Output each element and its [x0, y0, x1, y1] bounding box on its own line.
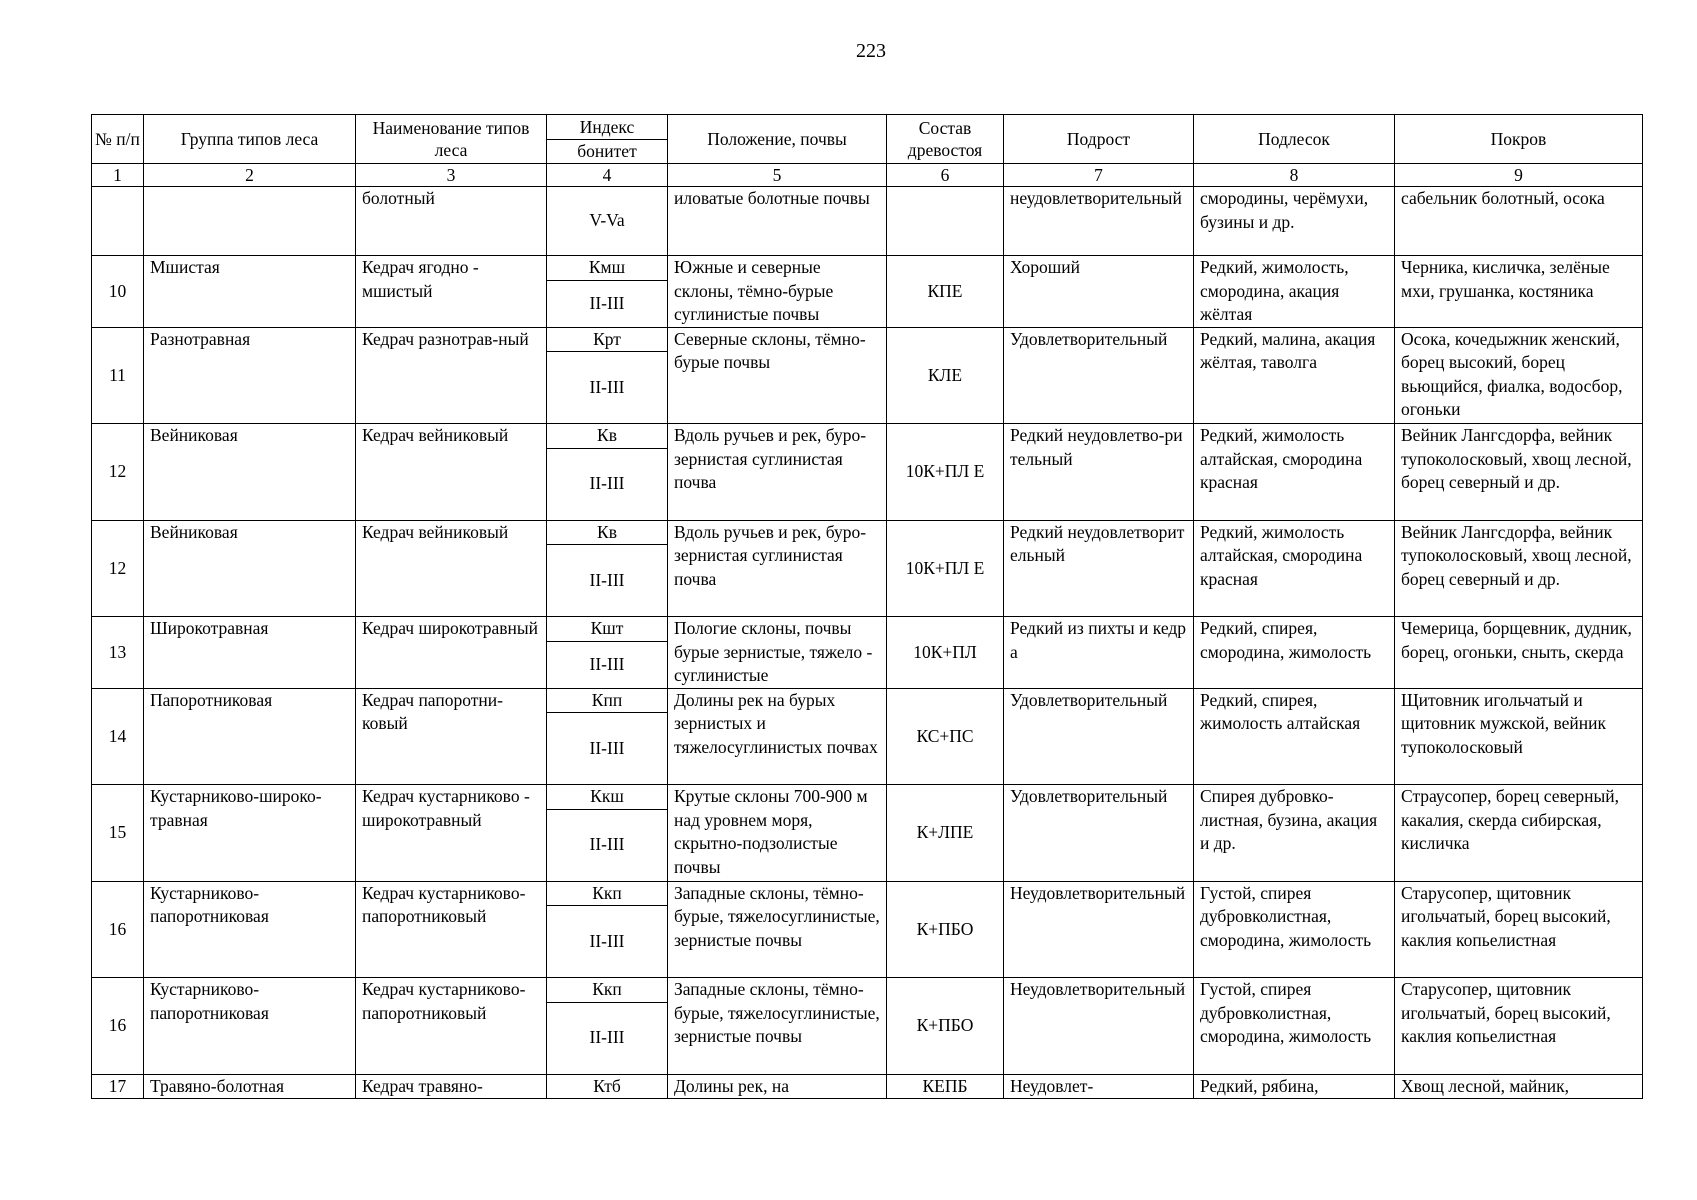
cell-group: Вейниковая	[144, 520, 356, 617]
cell-position: Западные склоны, тёмно-бурые, тяжелосуглинистые, зернистые почвы	[668, 978, 887, 1075]
cell-undergrowth: Неудовлетворительный	[1004, 881, 1194, 978]
cell-name: Кедрач кустарниково - широкотравный	[356, 785, 547, 882]
cell-group: Кустарниково-папоротниковая	[144, 978, 356, 1075]
cell-index: Ккш	[547, 785, 668, 810]
cell-composition: 10К+ПЛ	[887, 617, 1004, 689]
cell-composition: К+ЛПЕ	[887, 785, 1004, 882]
table-row	[92, 424, 1643, 449]
header-bonitet: бонитет	[547, 139, 668, 164]
cell-num: 15	[92, 785, 144, 882]
table-row	[92, 520, 1643, 545]
cell-position: Западные склоны, тёмно-бурые, тяжелосуглинистые, зернистые почвы	[668, 881, 887, 978]
cell-composition	[887, 187, 1004, 256]
col-number: 4	[547, 164, 668, 187]
cell-composition: КЛЕ	[887, 327, 1004, 424]
cell-cover: Осока, кочедыжник женский, борец высокий, борец вьющийся, фиалка, водосбор, огоньки	[1395, 327, 1643, 424]
cell-cover: Черника, кисличка, зелёные мхи, грушанка, костяника	[1395, 256, 1643, 328]
cell-cover: Щитовник игольчатый и щитовник мужской, вейник тупоколосковый	[1395, 688, 1643, 785]
header-group: Группа типов леса	[144, 115, 356, 164]
cell-cover: Вейник Лангсдорфа, вейник тупоколосковый, хвощ лесной, борец северный и др.	[1395, 424, 1643, 521]
cell-undergrowth: Удовлетворительный	[1004, 785, 1194, 882]
cell-undergrowth: неудовлетворительный	[1004, 187, 1194, 256]
cell-name: болотный	[356, 187, 547, 256]
cell-name: Кедрач травяно-	[356, 1074, 547, 1099]
cell-group: Мшистая	[144, 256, 356, 328]
cell-group	[144, 187, 356, 256]
table-row	[92, 617, 1643, 642]
cell-index: Кпп	[547, 688, 668, 713]
cell-group: Вейниковая	[144, 424, 356, 521]
cell-num: 16	[92, 881, 144, 978]
cell-index: Кв	[547, 424, 668, 449]
cell-name: Кедрач вейниковый	[356, 520, 547, 617]
cell-bonitet: II-III	[547, 809, 668, 881]
cell-num: 11	[92, 327, 144, 424]
cell-bonitet: II-III	[547, 545, 668, 617]
col-number: 9	[1395, 164, 1643, 187]
page-number: 223	[856, 40, 886, 62]
cell-name: Кедрач папоротни-ковый	[356, 688, 547, 785]
cell-bonitet: II-III	[547, 641, 668, 688]
cell-index: Ккп	[547, 881, 668, 906]
header-composition: Состав древостоя	[887, 115, 1004, 164]
cell-bonitet: II-III	[547, 713, 668, 785]
col-number: 3	[356, 164, 547, 187]
cell-underbrush: Редкий, спирея, жимолость алтайская	[1194, 688, 1395, 785]
cell-cover: Вейник Лангсдорфа, вейник тупоколосковый, хвощ лесной, борец северный и др.	[1395, 520, 1643, 617]
header-position: Положение, почвы	[668, 115, 887, 164]
cell-num: 12	[92, 424, 144, 521]
cell-underbrush: Редкий, малина, акация жёлтая, таволга	[1194, 327, 1395, 424]
cell-cover: Страусопер, борец северный, какалия, скерда сибирская, кисличка	[1395, 785, 1643, 882]
cell-group: Кустарниково-папоротниковая	[144, 881, 356, 978]
cell-group: Папоротниковая	[144, 688, 356, 785]
header-cover: Покров	[1395, 115, 1643, 164]
cell-cover: Старусопер, щитовник игольчатый, борец высокий, каклия копьелистная	[1395, 978, 1643, 1075]
col-number: 6	[887, 164, 1004, 187]
cell-group: Разнотравная	[144, 327, 356, 424]
cell-composition: КПЕ	[887, 256, 1004, 328]
cell-underbrush: Редкий, жимолость, смородина, акация жёлтая	[1194, 256, 1395, 328]
col-number: 7	[1004, 164, 1194, 187]
col-number: 1	[92, 164, 144, 187]
cell-num: 12	[92, 520, 144, 617]
cell-num	[92, 187, 144, 256]
cell-composition: К+ПБО	[887, 881, 1004, 978]
cell-underbrush: смородины, черёмухи, бузины и др.	[1194, 187, 1395, 256]
header-underbrush: Подлесок	[1194, 115, 1395, 164]
cell-bonitet: V-Va	[547, 187, 668, 256]
header-name: Наименование типов леса	[356, 115, 547, 164]
cell-cover: сабельник болотный, осока	[1395, 187, 1643, 256]
cell-undergrowth: Хороший	[1004, 256, 1194, 328]
col-number: 2	[144, 164, 356, 187]
col-number: 5	[668, 164, 887, 187]
header-row	[92, 115, 1643, 140]
cell-position: Долины рек, на	[668, 1074, 887, 1099]
cell-group: Травяно-болотная	[144, 1074, 356, 1099]
cell-underbrush: Густой, спирея дубровколистная, смородина, жимолость	[1194, 978, 1395, 1075]
cell-bonitet: II-III	[547, 352, 668, 424]
cell-bonitet: II-III	[547, 280, 668, 327]
cell-composition: КЕПБ	[887, 1074, 1004, 1099]
cell-name: Кедрач разнотрав-ный	[356, 327, 547, 424]
cell-cover: Старусопер, щитовник игольчатый, борец высокий, каклия копьелистная	[1395, 881, 1643, 978]
cell-position: Пологие склоны, почвы бурые зернистые, тяжело - суглинистые	[668, 617, 887, 689]
header-index: Индекс	[547, 115, 668, 140]
cell-index: Крт	[547, 327, 668, 352]
cell-undergrowth: Неудовлетворительный	[1004, 978, 1194, 1075]
cell-underbrush: Редкий, рябина,	[1194, 1074, 1395, 1099]
cell-position: Долины рек на бурых зернистых и тяжелосуглинистых почвах	[668, 688, 887, 785]
col-number: 8	[1194, 164, 1395, 187]
cell-undergrowth: Редкий из пихты и кедра	[1004, 617, 1194, 689]
cell-name: Кедрач широкотравный	[356, 617, 547, 689]
cell-num: 13	[92, 617, 144, 689]
cell-num: 16	[92, 978, 144, 1075]
cell-num: 17	[92, 1074, 144, 1099]
cell-underbrush: Спирея дубровко-листная, бузина, акация и др.	[1194, 785, 1395, 882]
cell-undergrowth: Удовлетворительный	[1004, 688, 1194, 785]
cell-undergrowth: Редкий неудовлетво-рительный	[1004, 424, 1194, 521]
cell-composition: КС+ПС	[887, 688, 1004, 785]
cell-undergrowth: Неудовлет-	[1004, 1074, 1194, 1099]
header-num: № п/п	[92, 115, 144, 164]
table-row	[92, 785, 1643, 810]
cell-name: Кедрач кустарниково-папоротниковый	[356, 881, 547, 978]
cell-name: Кедрач кустарниково-папоротниковый	[356, 978, 547, 1075]
cell-index: Ктб	[547, 1074, 668, 1099]
cell-composition: 10К+ПЛ Е	[887, 520, 1004, 617]
header-undergrowth: Подрост	[1004, 115, 1194, 164]
cell-index: Ккп	[547, 978, 668, 1003]
cell-underbrush: Густой, спирея дубровколистная, смородина, жимолость	[1194, 881, 1395, 978]
cell-underbrush: Редкий, спирея, смородина, жимолость	[1194, 617, 1395, 689]
cell-position: иловатые болотные почвы	[668, 187, 887, 256]
cell-index: Кшт	[547, 617, 668, 642]
cell-bonitet: II-III	[547, 906, 668, 978]
cell-cover: Чемерица, борщевник, дудник, борец, огоньки, сныть, скерда	[1395, 617, 1643, 689]
cell-bonitet: II-III	[547, 1002, 668, 1074]
table-row	[92, 256, 1643, 281]
table-row	[92, 978, 1643, 1003]
cell-name: Кедрач ягодно - мшистый	[356, 256, 547, 328]
cell-composition: К+ПБО	[887, 978, 1004, 1075]
cell-position: Вдоль ручьев и рек, буро-зернистая суглинистая почва	[668, 424, 887, 521]
cell-composition: 10К+ПЛ Е	[887, 424, 1004, 521]
cell-undergrowth: Удовлетворительный	[1004, 327, 1194, 424]
cell-undergrowth: Редкий неудовлетворительный	[1004, 520, 1194, 617]
cell-name: Кедрач вейниковый	[356, 424, 547, 521]
cell-group: Широкотравная	[144, 617, 356, 689]
table-row	[92, 1074, 1643, 1099]
cell-index: Кмш	[547, 256, 668, 281]
cell-position: Крутые склоны 700-900 м над уровнем моря, скрытно-подзолистые почвы	[668, 785, 887, 882]
cell-cover: Хвощ лесной, майник,	[1395, 1074, 1643, 1099]
cell-position: Северные склоны, тёмно-бурые почвы	[668, 327, 887, 424]
cell-position: Вдоль ручьев и рек, буро-зернистая суглинистая почва	[668, 520, 887, 617]
forest-types-table	[91, 114, 1643, 1099]
table-row	[92, 688, 1643, 713]
cell-group: Кустарниково-широко-травная	[144, 785, 356, 882]
cell-index: Кв	[547, 520, 668, 545]
table-row	[92, 881, 1643, 906]
cell-num: 14	[92, 688, 144, 785]
continuation-row	[92, 187, 1643, 256]
table-row	[92, 327, 1643, 352]
cell-underbrush: Редкий, жимолость алтайская, смородина красная	[1194, 424, 1395, 521]
cell-num: 10	[92, 256, 144, 328]
column-numbers-row	[92, 164, 1643, 187]
cell-bonitet: II-III	[547, 448, 668, 520]
cell-underbrush: Редкий, жимолость алтайская, смородина красная	[1194, 520, 1395, 617]
cell-position: Южные и северные склоны, тёмно-бурые суглинистые почвы	[668, 256, 887, 328]
